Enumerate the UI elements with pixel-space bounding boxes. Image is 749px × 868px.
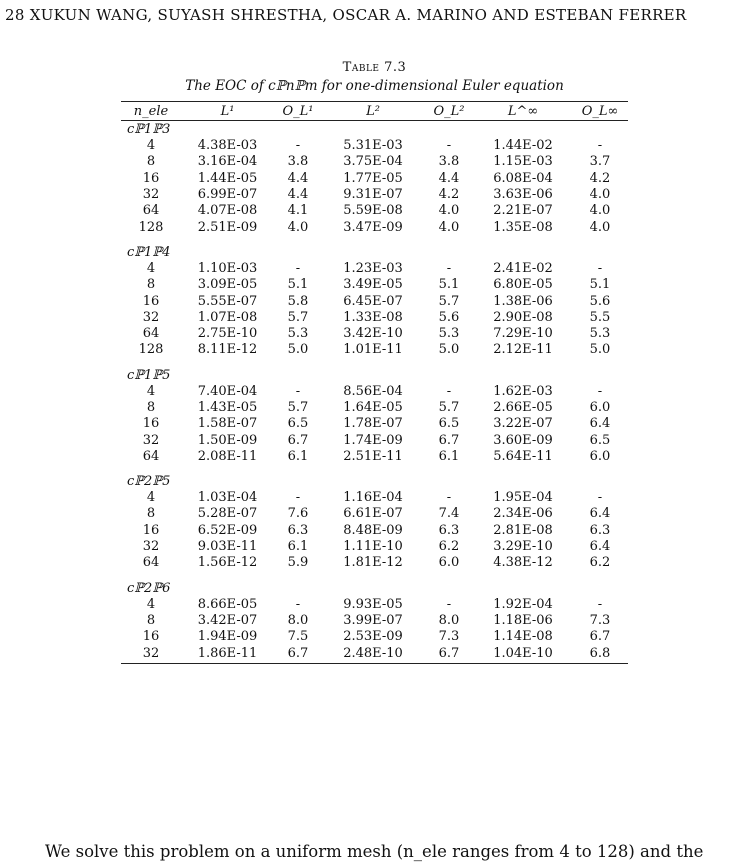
table-cell: 4.2 [438, 187, 460, 203]
table-cell: 5.7 [438, 400, 460, 415]
table-cell: 6.8 [589, 645, 611, 661]
table-cell: 1.23E-03 [343, 260, 403, 276]
table-cell: 1.74E-09 [343, 432, 403, 448]
table-cell: 8 [146, 506, 156, 522]
eoc-table-container [121, 101, 628, 664]
table-row [121, 400, 628, 416]
table-cell: 2.53E-09 [343, 629, 403, 645]
table-cell: 6.3 [589, 522, 611, 538]
table-cell: 4 [146, 138, 156, 154]
table-cell: - [446, 383, 452, 399]
table-row [121, 523, 628, 539]
table-cell: 9.03E-11 [197, 539, 258, 555]
table-cell: - [446, 138, 452, 154]
table-cell: 6.0 [438, 555, 460, 571]
table-cell: - [295, 260, 301, 276]
table-cell: 6.2 [438, 539, 460, 555]
table-row [121, 490, 628, 506]
table-cell: 6.3 [438, 522, 460, 538]
table-row [121, 261, 628, 277]
column-header: L¹ [220, 103, 235, 119]
table-cell: 7.6 [287, 506, 309, 522]
table-bottom-rule [121, 663, 628, 664]
table-cell: 5.5 [589, 309, 611, 325]
table-cell: 4 [146, 596, 156, 612]
table-row [121, 203, 628, 219]
eoc-table [121, 102, 628, 662]
table-cell: 7.29E-10 [493, 326, 553, 342]
table-cell: 7.4 [438, 506, 460, 522]
table-cell: 2.90E-08 [493, 309, 553, 325]
table-cell: - [295, 383, 301, 399]
table-cell: 3.63E-06 [493, 187, 553, 203]
table-cell: 5.0 [589, 342, 611, 358]
group-spacer [121, 236, 628, 244]
table-cell: 6.80E-05 [493, 277, 553, 293]
table-cell: 6.61E-07 [343, 506, 403, 522]
table-cell: 6.52E-09 [197, 522, 258, 538]
table-cell: 4.0 [589, 187, 611, 203]
table-cell: 8 [146, 400, 156, 415]
table-cell: 1.18E-06 [493, 612, 553, 628]
table-cell: 5.9 [287, 555, 309, 571]
table-cell: 3.99E-07 [343, 612, 403, 628]
table-cell: 3.60E-09 [493, 432, 553, 448]
table-cell: 6.4 [589, 506, 611, 522]
table-cell: 6.7 [287, 645, 309, 661]
table-cell: 2.66E-05 [493, 400, 553, 415]
column-header: O_L¹ [282, 103, 314, 119]
table-cell: - [597, 260, 603, 276]
table-row [121, 432, 628, 448]
running-header: 28 XUKUN WANG, SUYASH SHRESTHA, OSCAR A. MARINO AND ESTEBAN FERRER [5, 6, 687, 24]
table-row [121, 138, 628, 154]
table-cell: 7.40E-04 [197, 383, 258, 399]
table-cell: 5.1 [438, 277, 460, 293]
table-cell: 16 [142, 170, 160, 186]
table-cell: 2.34E-06 [493, 506, 553, 522]
table-cell: 3.42E-10 [343, 326, 403, 342]
table-row [121, 506, 628, 522]
table-row [121, 219, 628, 235]
scheme-group-label: cℙ1ℙ4 [127, 244, 171, 260]
table-cell: 6.3 [287, 522, 309, 538]
table-cell: 4.07E-08 [197, 203, 258, 219]
table-cell: 3.49E-05 [343, 277, 403, 293]
table-cell: 4.38E-03 [197, 138, 258, 154]
table-cell: 4.0 [589, 219, 611, 235]
table-cell: - [597, 490, 603, 506]
table-cell: 2.21E-07 [493, 203, 553, 219]
table-cell: 64 [142, 203, 160, 219]
table-cell: 8.48E-09 [343, 522, 403, 538]
table-cell: 6.4 [589, 416, 611, 432]
table-row [121, 449, 628, 465]
table-row [121, 645, 628, 661]
table-cell: 3.47E-09 [343, 219, 403, 235]
table-cell: 32 [142, 645, 160, 661]
table-cell: - [295, 138, 301, 154]
table-cell: 5.3 [589, 326, 611, 342]
table-cell: 8.11E-12 [197, 342, 258, 358]
table-cell: 1.62E-03 [493, 383, 553, 399]
table-row [121, 326, 628, 342]
table-row [121, 539, 628, 555]
table-cell: 3.75E-04 [343, 154, 403, 170]
group-header-row [121, 367, 628, 384]
table-row [121, 555, 628, 571]
table-cell: 64 [142, 448, 160, 464]
table-row [121, 293, 628, 309]
table-cell: 3.29E-10 [493, 539, 553, 555]
table-cell: 2.51E-09 [197, 219, 258, 235]
table-cell: 4.0 [438, 219, 460, 235]
table-cell: 1.43E-05 [197, 400, 258, 415]
table-cell: - [597, 138, 603, 154]
table-cell: 6.7 [287, 432, 309, 448]
table-cell: 16 [142, 293, 160, 309]
table-cell: 5.3 [287, 326, 309, 342]
table-cell: 1.64E-05 [343, 400, 403, 415]
table-cell: 1.86E-11 [197, 645, 258, 661]
table-cell: 1.14E-08 [493, 629, 553, 645]
table-row [121, 342, 628, 358]
scheme-group-label: cℙ2ℙ6 [127, 580, 171, 596]
column-header: O_L∞ [581, 103, 619, 119]
table-cell: 1.33E-08 [343, 309, 403, 325]
table-cell: 5.7 [287, 309, 309, 325]
table-cell: 8.0 [287, 612, 309, 628]
table-cell: 7.5 [287, 629, 309, 645]
table-cell: 6.1 [287, 448, 309, 464]
table-cell: 5.3 [438, 326, 460, 342]
table-cell: 4.2 [589, 170, 611, 186]
table-caption-label: Table 7.3 [342, 60, 407, 75]
table-cell: 32 [142, 309, 160, 325]
table-cell: 6.7 [438, 432, 460, 448]
table-cell: 5.8 [287, 293, 309, 309]
table-cell: 1.44E-02 [493, 138, 553, 154]
table-cell: 128 [138, 219, 164, 235]
group-header-row [121, 580, 628, 597]
table-cell: 4.38E-12 [493, 555, 553, 571]
table-body [121, 121, 628, 662]
group-header-row [121, 473, 628, 490]
table-cell: 3.8 [287, 154, 309, 170]
scheme-group-label: cℙ2ℙ5 [127, 474, 171, 490]
table-cell: 8.0 [438, 612, 460, 628]
table-cell: 8 [146, 154, 156, 170]
table-cell: 8 [146, 612, 156, 628]
table-cell: 2.48E-10 [343, 645, 403, 661]
table-cell: 128 [138, 342, 164, 358]
table-cell: 1.81E-12 [343, 555, 403, 571]
table-cell: 5.31E-03 [343, 138, 403, 154]
table-cell: 3.7 [589, 154, 611, 170]
table-cell: 6.99E-07 [197, 187, 258, 203]
table-cell: 6.1 [438, 448, 460, 464]
table-cell: 2.08E-11 [197, 448, 258, 464]
table-cell: 5.64E-11 [493, 448, 553, 464]
table-cell: 9.31E-07 [343, 187, 403, 203]
table-cell: 4 [146, 260, 156, 276]
table-cell: 16 [142, 416, 160, 432]
table-cell: 1.15E-03 [493, 154, 553, 170]
table-cell: - [597, 383, 603, 399]
table-cell: 6.4 [589, 539, 611, 555]
table-cell: 1.07E-08 [197, 309, 258, 325]
table-cell: 1.38E-06 [493, 293, 553, 309]
table-cell: 3.16E-04 [197, 154, 258, 170]
column-header: n_ele [133, 103, 169, 119]
table-cell: 6.5 [589, 432, 611, 448]
table-cell: 16 [142, 629, 160, 645]
table-cell: 5.55E-07 [197, 293, 258, 309]
table-cell: 2.12E-11 [493, 342, 553, 358]
table-cell: 1.58E-07 [197, 416, 258, 432]
table-cell: 6.7 [589, 629, 611, 645]
table-cell: 1.44E-05 [197, 170, 258, 186]
table-cell: 6.7 [438, 645, 460, 661]
table-row [121, 187, 628, 203]
table-row [121, 597, 628, 613]
table-cell: 8.56E-04 [343, 383, 403, 399]
table-cell: 1.03E-04 [197, 490, 258, 506]
table-cell: - [295, 490, 301, 506]
scheme-group-label: cℙ1ℙ5 [127, 367, 171, 383]
group-header-row [121, 244, 628, 261]
table-cell: 1.16E-04 [343, 490, 403, 506]
table-cell: 7.3 [438, 629, 460, 645]
body-paragraph: We solve this problem on a uniform mesh (n_ele ranges from 4 to 128) and the [45, 842, 704, 861]
table-cell: 32 [142, 432, 160, 448]
table-header-row [121, 102, 628, 121]
table-row [121, 416, 628, 432]
scheme-group-label: cℙ1ℙ3 [127, 122, 171, 137]
table-cell: 1.95E-04 [493, 490, 553, 506]
table-cell: 4.0 [287, 219, 309, 235]
table-cell: 5.59E-08 [343, 203, 403, 219]
group-spacer [121, 359, 628, 367]
table-row [121, 629, 628, 645]
table-cell: 1.56E-12 [197, 555, 258, 571]
table-cell: 6.08E-04 [493, 170, 553, 186]
table-cell: 2.81E-08 [493, 522, 553, 538]
table-cell: 4 [146, 383, 156, 399]
table-cell: - [597, 596, 603, 612]
table-cell: 32 [142, 539, 160, 555]
table-cell: 4.0 [438, 203, 460, 219]
table-cell: 1.78E-07 [343, 416, 403, 432]
table-row [121, 310, 628, 326]
table-cell: 5.1 [287, 277, 309, 293]
group-spacer [121, 572, 628, 580]
table-cell: 9.93E-05 [343, 596, 403, 612]
table-cell: 4 [146, 490, 156, 506]
table-cell: 6.0 [589, 400, 611, 415]
table-cell: 5.0 [287, 342, 309, 358]
table-cell: 4.4 [287, 187, 309, 203]
table-cell: 8 [146, 277, 156, 293]
table-cell: 2.51E-11 [343, 448, 403, 464]
table-row [121, 613, 628, 629]
table-cell: 8.66E-05 [197, 596, 258, 612]
table-cell: 5.0 [438, 342, 460, 358]
table-cell: 5.6 [589, 293, 611, 309]
table-cell: 3.42E-07 [197, 612, 258, 628]
table-row [121, 171, 628, 187]
table-cell: 1.50E-09 [197, 432, 258, 448]
table-cell: 1.01E-11 [343, 342, 403, 358]
table-caption-title: The EOC of cℙnℙm for one-dimensional Euler equation [185, 78, 564, 94]
table-cell: 16 [142, 522, 160, 538]
table-cell: 3.22E-07 [493, 416, 553, 432]
table-cell: 1.94E-09 [197, 629, 258, 645]
table-cell: 1.35E-08 [493, 219, 553, 235]
table-cell: 5.7 [287, 400, 309, 415]
column-header: L^∞ [507, 103, 539, 119]
table-cell: 5.6 [438, 309, 460, 325]
table-cell: - [446, 596, 452, 612]
table-cell: 6.0 [589, 448, 611, 464]
table-cell: 5.28E-07 [197, 506, 258, 522]
table-cell: 1.77E-05 [343, 170, 403, 186]
table-cell: 5.7 [438, 293, 460, 309]
table-cell: 6.2 [589, 555, 611, 571]
table-cell: 6.5 [438, 416, 460, 432]
table-cell: 2.41E-02 [493, 260, 553, 276]
group-header-row [121, 121, 628, 139]
table-cell: 64 [142, 555, 160, 571]
table-row [121, 154, 628, 170]
table-cell: 64 [142, 326, 160, 342]
table-cell: 3.8 [438, 154, 460, 170]
table-row [121, 384, 628, 400]
table-cell: 6.5 [287, 416, 309, 432]
table-cell: 2.75E-10 [197, 326, 258, 342]
group-spacer [121, 465, 628, 473]
table-cell: 7.3 [589, 612, 611, 628]
table-cell: 4.1 [287, 203, 309, 219]
table-cell: 6.1 [287, 539, 309, 555]
column-header: O_L² [433, 103, 465, 119]
table-cell: 1.11E-10 [343, 539, 403, 555]
table-cell: 1.92E-04 [493, 596, 553, 612]
table-row [121, 277, 628, 293]
table-cell: - [295, 596, 301, 612]
column-header: L² [366, 103, 380, 119]
table-cell: 4.4 [287, 170, 309, 186]
table-cell: 3.09E-05 [197, 277, 258, 293]
table-cell: 1.04E-10 [493, 645, 553, 661]
table-cell: 6.45E-07 [343, 293, 403, 309]
table-cell: 4.4 [438, 170, 460, 186]
table-cell: 32 [142, 187, 160, 203]
table-cell: 1.10E-03 [197, 260, 258, 276]
table-cell: 5.1 [589, 277, 611, 293]
table-cell: 4.0 [589, 203, 611, 219]
table-cell: - [446, 260, 452, 276]
table-cell: - [446, 490, 452, 506]
